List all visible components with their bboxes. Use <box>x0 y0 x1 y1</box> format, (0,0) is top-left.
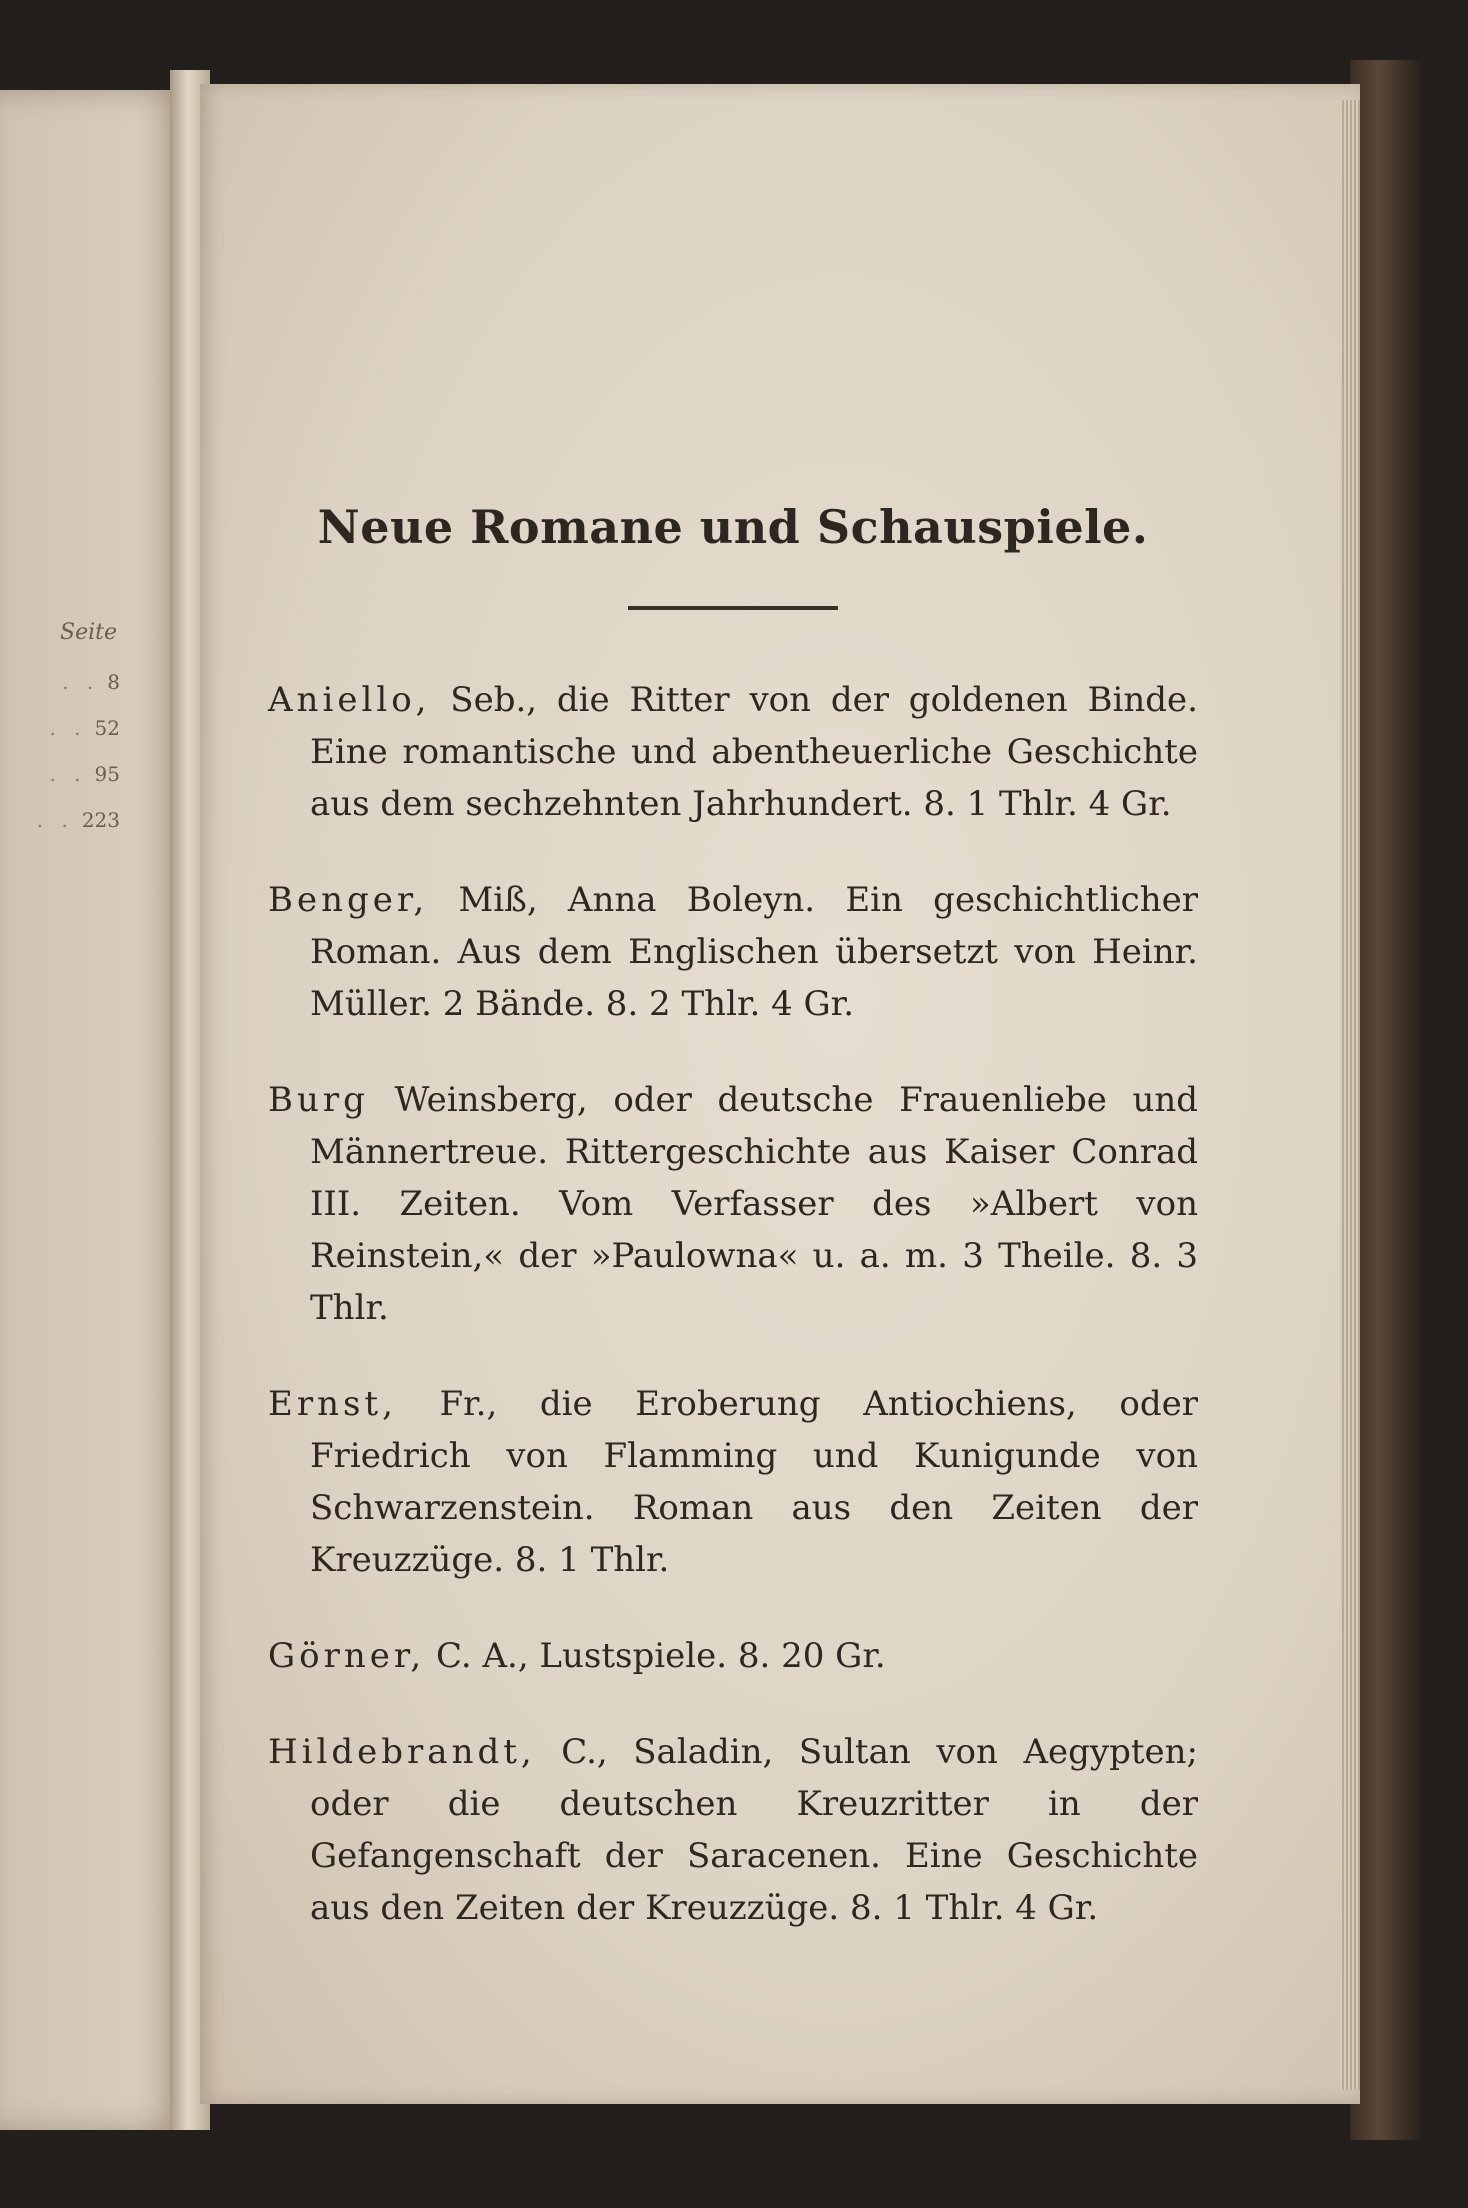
entry-author: Ernst, <box>268 1384 397 1424</box>
left-page-row: . . 223 <box>36 808 120 832</box>
page-title: Neue Romane und Schauspiele. <box>317 500 1149 554</box>
catalog-entry <box>268 874 1198 1030</box>
left-page-row: . . 8 <box>62 670 120 694</box>
entry-author: Görner, <box>268 1636 426 1676</box>
book-cover-edge <box>1350 60 1420 2140</box>
page-edges <box>1340 100 1360 2090</box>
left-page-row: . . 95 <box>49 762 120 786</box>
entry-author: Aniello, <box>268 680 431 720</box>
entry-text: C., Saladin, Sultan von Aegypten; oder die deutschen Kreuzritter in der Gefangenschaft der Saracenen. Eine Geschichte aus den Zeiten der Kreuzzüge. 8. 1 Thlr. 4 Gr. <box>310 1732 1198 1928</box>
left-page-header: Seite <box>60 620 117 645</box>
title-divider <box>628 606 838 610</box>
catalog-entries <box>268 640 1198 1978</box>
entry-text: Weinsberg, oder deutsche Frauenliebe und Männertreue. Rittergeschichte aus Kaiser Conrad III. Zeiten. Vom Verfasser des »Albert von Reinstein,« der »Paulowna« u. a. m. 3 Theile. 8. 3 Thlr. <box>310 1080 1198 1328</box>
left-page-row: . . 52 <box>49 716 120 740</box>
catalog-entry <box>268 1630 1198 1682</box>
catalog-entry <box>268 1726 1198 1934</box>
entry-text: Fr., die Eroberung Antiochiens, oder Friedrich von Flamming und Kunigunde von Schwarzenstein. Roman aus den Zeiten der Kreuzzüge. 8. 1 Thlr. <box>310 1384 1198 1580</box>
entry-text: Seb., die Ritter von der goldenen Binde. Eine romantische und abentheuerliche Geschichte aus dem sechzehnten Jahrhundert. 8. 1 Thlr. 4 Gr. <box>310 680 1198 824</box>
entry-author: Hildebrandt, <box>268 1732 536 1772</box>
entry-text: C. A., Lustspiele. 8. 20 Gr. <box>425 1636 886 1676</box>
catalog-entry <box>268 1378 1198 1586</box>
catalog-entry <box>268 1074 1198 1334</box>
left-page <box>0 90 190 2130</box>
entry-text: Miß, Anna Boleyn. Ein geschichtlicher Roman. Aus dem Englischen übersetzt von Heinr. Müller. 2 Bände. 8. 2 Thlr. 4 Gr. <box>310 880 1198 1024</box>
catalog-entry <box>268 674 1198 830</box>
entry-author: Benger, <box>268 880 429 920</box>
entry-author: Burg <box>268 1080 369 1120</box>
